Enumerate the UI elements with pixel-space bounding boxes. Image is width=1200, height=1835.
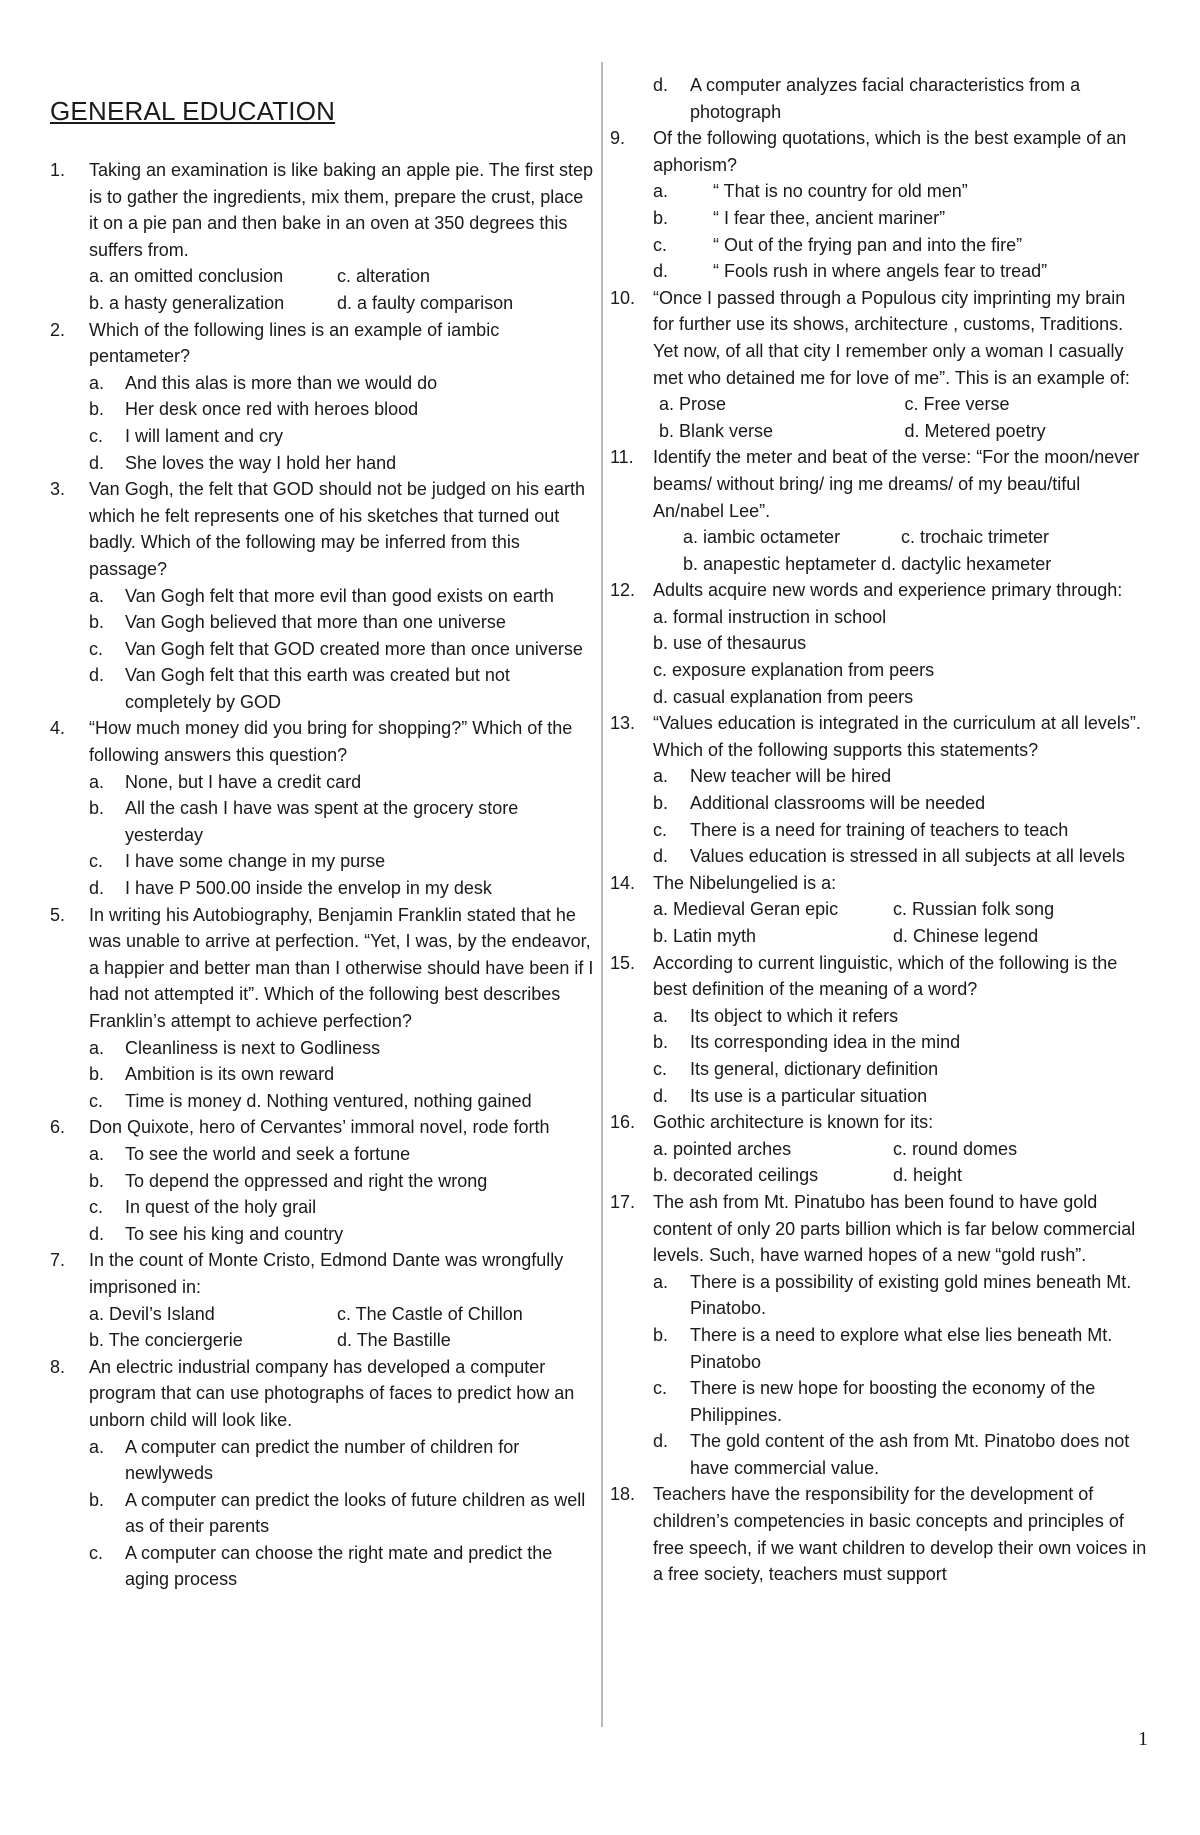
question-number: 9.	[610, 128, 626, 149]
option-letter: b.	[653, 1324, 669, 1345]
question-text: Gothic architecture is known for its:	[653, 1112, 934, 1133]
option-text: Values education is stressed in all subjects at all levels	[690, 846, 1125, 867]
option-letter: c.	[89, 1197, 104, 1218]
option-text: A computer can predict the number of children for newlyweds	[125, 1436, 520, 1484]
right-column	[610, 72, 1150, 1588]
question-text: Taking an examination is like baking an apple pie. The first step is to gather the ingredients, mix them, prepare the crust, place it on a pie pan and then bake in an oven at 350 degrees this suffers from.	[89, 160, 593, 260]
option-letter: a.	[89, 585, 105, 606]
option-text: Van Gogh felt that GOD created more than once universe	[125, 638, 583, 659]
option-c: c. alteration	[337, 266, 431, 287]
option-a	[89, 583, 595, 610]
option-c: c. Russian folk song	[893, 899, 1055, 920]
question-2	[50, 317, 595, 477]
option-d	[89, 1221, 595, 1248]
option-text: There is new hope for boosting the economy of the Philippines.	[690, 1378, 1096, 1425]
question-8	[50, 1354, 595, 1593]
option-letter: b.	[89, 1170, 105, 1191]
option-letter: a.	[653, 181, 669, 202]
option-text: Its corresponding idea in the mind	[690, 1032, 961, 1053]
option-c	[653, 232, 1150, 259]
question-text: “How much money did you bring for shopping?” Which of the following answers this question?	[89, 718, 573, 766]
option-a	[89, 1141, 595, 1168]
option-c: c. Free verse	[904, 394, 1010, 415]
option-text: To depend the oppressed and right the wrong	[125, 1170, 488, 1191]
question-number: 15.	[610, 952, 636, 973]
option-letter: c.	[653, 819, 668, 840]
option-letter: d.	[653, 75, 669, 95]
option-b: b. Blank verse	[659, 420, 774, 441]
page-title: GENERAL EDUCATION	[50, 96, 336, 126]
option-text: Cleanliness is next to Godliness	[125, 1037, 381, 1058]
option-text: All the cash I have was spent at the grocery store yesterday	[125, 798, 519, 845]
option-d	[89, 875, 595, 902]
question-text: Van Gogh, the felt that GOD should not be judged on his earth which he felt represents one of his sketches that turned out badly. Which of the following may be inferred from this passage?	[89, 479, 585, 579]
option-a	[653, 763, 1150, 790]
option-text: Van Gogh felt that this earth was created but not completely by GOD	[125, 665, 510, 712]
question-6	[50, 1114, 595, 1247]
option-letter: d.	[653, 846, 669, 867]
option-letter: c.	[89, 1090, 104, 1111]
option-text: I have P 500.00 inside the envelop in my desk	[125, 878, 492, 899]
question-number: 6.	[50, 1117, 66, 1138]
option-text: And this alas is more than we would do	[125, 372, 438, 393]
option-text: In quest of the holy grail	[125, 1197, 317, 1218]
option-c	[653, 817, 1150, 844]
option-letter: c.	[89, 638, 104, 659]
question-number: 11.	[610, 447, 634, 468]
question-number: 2.	[50, 319, 66, 340]
left-column	[50, 95, 595, 1593]
options-grid	[653, 896, 1150, 949]
question-number: 7.	[50, 1250, 66, 1271]
question-16	[610, 1109, 1150, 1189]
question-number: 1.	[50, 160, 66, 180]
option-c: c. round domes	[893, 1138, 1018, 1159]
question-14	[610, 870, 1150, 950]
option-text: To see the world and seek a fortune	[125, 1143, 411, 1164]
option-c	[89, 423, 595, 450]
option-letter: c.	[653, 234, 668, 255]
question-text: An electric industrial company has developed a computer program that can use photographs of faces to predict how an unborn child will look like.	[89, 1356, 575, 1430]
option-d	[653, 1083, 1150, 1110]
option-letter: b.	[89, 1489, 105, 1510]
question-5	[50, 902, 595, 1115]
option-b-d: b. anapestic heptameter d. dactylic hexameter	[683, 553, 1052, 574]
option-letter: c.	[653, 1058, 668, 1079]
option-text: “ That is no country for old men”	[713, 181, 968, 202]
question-text: In writing his Autobiography, Benjamin Franklin stated that he was unable to arrive at perfection. “Yet, I was, by the endeavor, a happier and better man than I otherwise should have been if I had not attempted it”. Which of the following best describes Franklin’s attempt to achieve perfection?	[89, 904, 594, 1031]
question-number: 5.	[50, 904, 66, 925]
option-d: d. Metered poetry	[904, 420, 1046, 441]
option-letter: d.	[89, 878, 105, 899]
question-text: In the count of Monte Cristo, Edmond Dante was wrongfully imprisoned in:	[89, 1250, 564, 1297]
option-d: d. a faulty comparison	[337, 292, 514, 313]
option-b	[89, 1168, 595, 1195]
question-text: Which of the following lines is an example of iambic pentameter?	[89, 319, 500, 367]
option-d: d. Chinese legend	[893, 926, 1039, 946]
question-11	[610, 444, 1150, 577]
option-d: d. casual explanation from peers	[653, 686, 914, 707]
question-number: 13.	[610, 713, 636, 734]
option-a: a. an omitted conclusion	[89, 266, 284, 287]
option-text: To see his king and country	[125, 1223, 344, 1244]
option-letter: a.	[653, 766, 669, 787]
option-text: Ambition is its own reward	[125, 1064, 335, 1085]
option-b: b. The conciergerie	[89, 1330, 243, 1351]
option-text: Time is money d. Nothing ventured, nothing gained	[125, 1090, 532, 1111]
option-b: b. use of thesaurus	[653, 633, 807, 654]
option-b: b. decorated ceilings	[653, 1165, 819, 1186]
question-text: “Once I passed through a Populous city imprinting my brain for further use its shows, architecture , customs, Traditions. Yet now, of all that city I remember only a woman I casually met who detained me for love of me”. This is an example of:	[653, 287, 1130, 388]
option-b: b. a hasty generalization	[89, 292, 285, 313]
question-number: 3.	[50, 479, 66, 500]
question-7	[50, 1247, 595, 1353]
options-grid	[653, 1136, 1150, 1189]
option-c: c. The Castle of Chillon	[337, 1303, 523, 1324]
option-text: The gold content of the ash from Mt. Pinatobo does not have commercial value.	[690, 1431, 1130, 1478]
option-letter: d.	[89, 1223, 105, 1244]
question-text: “Values education is integrated in the curriculum at all levels”. Which of the following supports this statements?	[653, 713, 1141, 760]
option-letter: a.	[653, 1271, 669, 1292]
option-a: a. Devil’s Island	[89, 1303, 215, 1324]
option-text: “ Fools rush in where angels fear to tread”	[713, 261, 1048, 282]
question-text: According to current linguistic, which of the following is the best definition of the meaning of a word?	[653, 952, 1118, 1000]
option-b	[89, 1487, 595, 1540]
question-1	[50, 157, 595, 317]
options-grid	[653, 391, 1150, 444]
option-a: a. Prose	[659, 394, 727, 415]
question-number: 16.	[610, 1112, 636, 1133]
question-3	[50, 476, 595, 715]
option-c	[653, 1375, 1150, 1428]
option-text: “ Out of the frying pan and into the fire”	[713, 234, 1023, 255]
option-b	[653, 790, 1150, 817]
option-text: New teacher will be hired	[690, 766, 892, 787]
option-text: Its use is a particular situation	[690, 1085, 928, 1106]
option-letter: a.	[89, 372, 105, 393]
option-text: Her desk once red with heroes blood	[125, 399, 419, 420]
option-text: There is a possibility of existing gold mines beneath Mt. Pinatobo.	[690, 1271, 1132, 1319]
option-c	[89, 1088, 595, 1115]
question-17	[610, 1189, 1150, 1482]
option-letter: a.	[653, 1005, 669, 1026]
option-letter: d.	[653, 1085, 669, 1106]
option-letter: d.	[89, 452, 105, 473]
option-letter: b.	[89, 399, 105, 420]
option-letter: a.	[89, 1143, 105, 1164]
option-letter: d.	[653, 261, 669, 282]
option-letter: c.	[653, 1378, 668, 1399]
question-12	[610, 577, 1150, 710]
option-b	[89, 609, 595, 636]
option-d	[653, 258, 1150, 285]
option-d	[89, 450, 595, 477]
option-b	[89, 396, 595, 423]
question-text: Adults acquire new words and experience primary through:	[653, 580, 1123, 601]
option-b	[653, 1322, 1150, 1375]
question-text: Teachers have the responsibility for the development of children’s competencies in basic concepts and principles of free speech, if we want children to develop their own voices in a free society, teachers must support	[653, 1484, 1147, 1585]
option-letter: c.	[89, 1542, 104, 1563]
option-c	[89, 1540, 595, 1593]
option-b: b. Latin myth	[653, 926, 757, 946]
option-letter: d.	[89, 665, 105, 686]
option-a	[653, 1003, 1150, 1030]
option-b	[89, 795, 595, 848]
option-c: c. exposure explanation from peers	[653, 660, 935, 681]
option-a: a. iambic octameter	[683, 527, 841, 548]
option-a: a. Medieval Geran epic	[653, 899, 839, 920]
option-a	[653, 178, 1150, 205]
option-c	[89, 848, 595, 875]
question-number: 10.	[610, 287, 636, 308]
options-grid	[653, 524, 1150, 551]
option-letter: b.	[89, 612, 105, 633]
question-text: Identify the meter and beat of the verse: “For the moon/never beams/ without bring/ ing me dreams/ of my beau/tiful An/nabel Lee”.	[653, 447, 1140, 521]
option-text: “ I fear thee, ancient mariner”	[713, 207, 946, 228]
option-text: I have some change in my purse	[125, 851, 386, 872]
option-c	[653, 1056, 1150, 1083]
option-c: c. trochaic trimeter	[901, 527, 1050, 548]
option-letter: c.	[89, 851, 104, 872]
options-grid	[89, 263, 595, 316]
question-number: 8.	[50, 1356, 66, 1377]
option-text: There is a need for training of teachers to teach	[690, 819, 1069, 840]
option-text: Its general, dictionary definition	[690, 1058, 939, 1079]
option-letter: c.	[89, 425, 104, 446]
option-b	[89, 1061, 595, 1088]
option-text: Additional classrooms will be needed	[690, 793, 986, 814]
question-10	[610, 285, 1150, 445]
question-9	[610, 125, 1150, 285]
option-b	[653, 205, 1150, 232]
page-number: 1	[1138, 1728, 1148, 1750]
question-number: 4.	[50, 718, 66, 739]
option-a	[653, 1269, 1150, 1322]
option-a	[89, 1434, 595, 1487]
question-number: 17.	[610, 1191, 636, 1212]
question-text: The ash from Mt. Pinatubo has been found to have gold content of only 20 parts billion which is far below commercial levels. Such, have warned hopes of a new “gold rush”.	[653, 1191, 1136, 1266]
option-d	[653, 843, 1150, 870]
option-b	[653, 1029, 1150, 1056]
option-letter: a.	[89, 1037, 105, 1058]
option-c	[89, 1194, 595, 1221]
options-grid	[89, 1301, 595, 1354]
option-text: A computer can predict the looks of future children as well as of their parents	[125, 1489, 586, 1537]
option-letter: b.	[653, 793, 669, 814]
option-letter: b.	[653, 1032, 669, 1053]
option-letter: b.	[89, 798, 105, 819]
question-text: Don Quixote, hero of Cervantes’ immoral novel, rode forth	[89, 1117, 550, 1138]
option-text: Van Gogh felt that more evil than good exists on earth	[125, 585, 554, 606]
option-text: A computer analyzes facial characteristics from a photograph	[690, 75, 1081, 122]
option-letter: b.	[653, 207, 669, 228]
option-text: Van Gogh believed that more than one universe	[125, 612, 506, 633]
option-text: None, but I have a credit card	[125, 771, 362, 792]
option-letter: a.	[89, 1436, 105, 1457]
option-d: d. The Bastille	[337, 1330, 451, 1351]
question-18	[610, 1481, 1150, 1587]
option-letter: b.	[89, 1064, 105, 1085]
question-text: Of the following quotations, which is the best example of an aphorism?	[653, 128, 1127, 175]
question-number: 18.	[610, 1484, 636, 1505]
question-number: 14.	[610, 872, 636, 893]
option-letter: a.	[89, 771, 105, 792]
option-a: a. formal instruction in school	[653, 606, 887, 627]
option-text: Its object to which it refers	[690, 1005, 899, 1026]
question-text: The Nibelungelied is a:	[653, 872, 837, 893]
option-text: A computer can choose the right mate and predict the aging process	[125, 1542, 553, 1590]
option-a: a. pointed arches	[653, 1138, 792, 1159]
question-8-option-d	[610, 72, 1150, 125]
option-d: d. height	[893, 1165, 963, 1186]
option-d	[89, 662, 595, 715]
question-number: 12.	[610, 580, 636, 601]
option-a	[89, 1035, 595, 1062]
question-15	[610, 950, 1150, 1110]
option-text: She loves the way I hold her hand	[125, 452, 397, 473]
option-text: I will lament and cry	[125, 425, 284, 446]
option-d	[653, 1428, 1150, 1481]
option-a	[89, 370, 595, 397]
option-text: There is a need to explore what else lies beneath Mt. Pinatobo	[690, 1324, 1113, 1372]
option-letter: d.	[653, 1431, 669, 1452]
option-c	[89, 636, 595, 663]
option-a	[89, 769, 595, 796]
question-4	[50, 715, 595, 901]
question-13	[610, 710, 1150, 870]
column-divider	[601, 62, 603, 1727]
